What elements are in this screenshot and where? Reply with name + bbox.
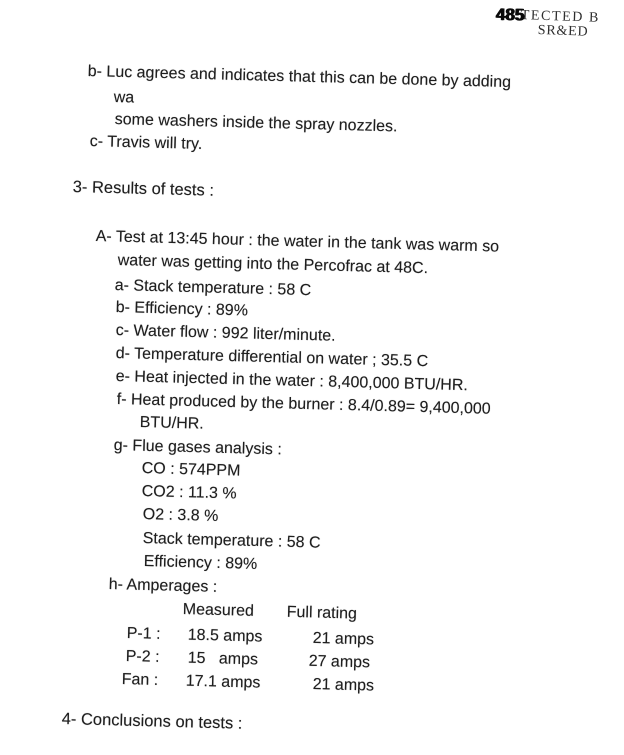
amperage-full: 21 amps [312,675,375,695]
line-result-e: e- Heat injected in the water : 8,400,000 BTU/HR. [115,367,469,395]
line-result-h: h- Amperages : [108,575,218,596]
line-result-g: g- Flue gases analysis : [113,436,282,459]
amperage-col-full: Full rating [286,603,358,623]
line-item-b: b- Luc agrees and indicates that this can be done by adding [87,62,512,92]
line-test-a-1: A- Test at 13:45 hour : the water in the tank was warm so [95,227,500,256]
line-item-b-cont2: some washers inside the spray nozzles. [114,110,398,136]
line-flue-stack: Stack temperature : 58 C [142,529,321,552]
sred-stamp: SR&ED [537,23,589,40]
line-flue-co2: CO2 : 11.3 % [141,482,237,503]
amperage-label: P-1 : [126,624,161,643]
section-3-heading: 3- Results of tests : [72,178,215,200]
line-flue-eff: Efficiency : 89% [143,552,258,573]
line-result-f-1: f- Heat produced by the burner : 8.4/0.89= 9,400,000 [116,390,491,418]
line-test-a-2: water was getting into the Percofrac at 48C. [117,251,429,278]
amperage-col-measured: Measured [182,600,255,620]
amperage-label: P-2 : [125,647,160,666]
amperage-label: Fan : [121,670,159,689]
amperage-measured: 15 amps [187,649,259,669]
amperage-full: 21 amps [312,629,375,649]
line-result-c: c- Water flow : 992 liter/minute. [115,321,336,345]
line-item-b-cont1: wa [113,88,135,107]
amperage-full: 27 amps [308,652,371,672]
page-number-stamp: 485 [495,5,525,25]
amperage-measured: 17.1 amps [185,672,261,692]
section-4-heading: 4- Conclusions on tests : [61,710,243,733]
line-result-a: a- Stack temperature : 58 C [114,276,312,300]
amperage-measured: 18.5 amps [187,626,263,646]
line-result-b: b- Efficiency : 89% [115,298,249,320]
line-result-d: d- Temperature differential on water ; 35.5 C [115,344,429,371]
line-flue-co: CO : 574PPM [141,459,241,480]
line-flue-o2: O2 : 3.8 % [142,505,219,525]
line-item-c: c- Travis will try. [89,132,203,153]
line-result-f-2: BTU/HR. [139,413,204,433]
protected-b-stamp: TECTED B [520,8,601,26]
